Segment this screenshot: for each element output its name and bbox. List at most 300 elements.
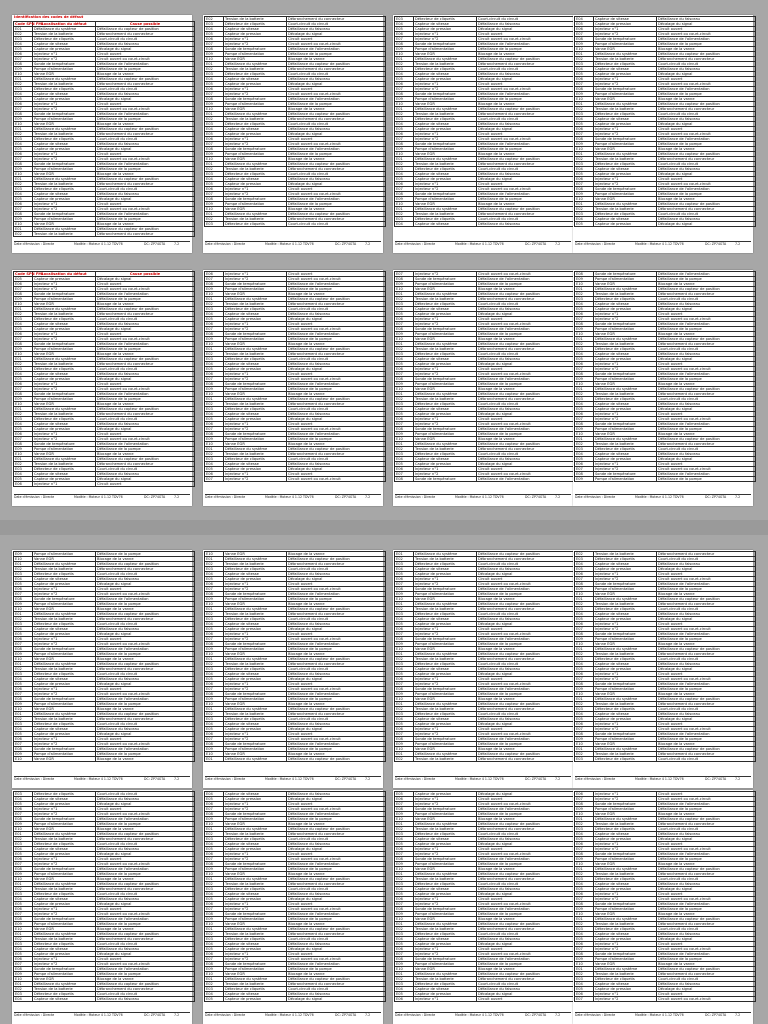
table-cell: Défaillance du faisceau xyxy=(657,612,756,617)
table-cell: E08 xyxy=(395,957,414,962)
table-cell: Défaillance de l'alimentation xyxy=(477,327,576,332)
page-footer xyxy=(395,241,571,252)
table-cell: Capteur de pression xyxy=(224,577,287,582)
document-page[interactable] xyxy=(12,550,192,788)
table-cell: Défaillance de la pompe xyxy=(96,752,195,757)
document-page[interactable] xyxy=(12,15,192,253)
table-cell: Circuit ouvert xyxy=(96,637,195,642)
table-cell: Injecteur n°2 xyxy=(224,957,287,962)
table-cell: E08 xyxy=(575,372,594,377)
table-cell: E08 xyxy=(575,37,594,42)
table-cell: Débranchement du connecteur xyxy=(287,17,386,22)
table-cell: Décalage du signal xyxy=(287,82,386,87)
table-cell: Défaillance de l'alimentation xyxy=(657,272,756,277)
table-cell: Injecteur n°2 xyxy=(33,812,96,817)
table-cell: E01 xyxy=(395,207,414,212)
table-cell: Blocage de la vanne xyxy=(96,402,195,407)
table-cell: E04 xyxy=(205,722,224,727)
table-cell: Tension de la batterie xyxy=(594,872,657,877)
table-cell: Injecteur n°1 xyxy=(224,682,287,687)
table-cell: E01 xyxy=(14,127,33,132)
table-cell: E07 xyxy=(395,732,414,737)
table-cell: Défaillance du système xyxy=(224,397,287,402)
table-cell: Défaillance de l'alimentation xyxy=(477,957,576,962)
table-cell: Capteur de vitesse xyxy=(224,992,287,997)
document-page[interactable] xyxy=(573,790,753,1024)
table-cell: Sonde de température xyxy=(224,642,287,647)
table-cell: Défaillance de l'alimentation xyxy=(477,427,576,432)
table-cell: E06 xyxy=(575,127,594,132)
table-cell: Décalage du signal xyxy=(96,852,195,857)
table-cell: E01 xyxy=(395,922,414,927)
table-cell: Défaillance de la pompe xyxy=(287,817,386,822)
table-cell: Blocage de la vanne xyxy=(287,822,386,827)
table-cell: E09 xyxy=(205,867,224,872)
table-cell: E01 xyxy=(205,877,224,882)
table-cell: E09 xyxy=(395,692,414,697)
table-cell: Tension de la batterie xyxy=(224,452,287,457)
table-cell: Décalage du signal xyxy=(96,97,195,102)
table-cell: Défaillance du faisceau xyxy=(287,312,386,317)
table-cell: Court-circuit du circuit xyxy=(477,17,576,22)
table-cell: E03 xyxy=(395,932,414,937)
table-cell: Défaillance du faisceau xyxy=(96,577,195,582)
table-cell: Débranchement du connecteur xyxy=(96,837,195,842)
table-cell: Circuit ouvert ou court-circuit xyxy=(96,742,195,747)
table-cell: Débranchement du connecteur xyxy=(96,667,195,672)
table-cell: Vanne EGR xyxy=(224,392,287,397)
table-cell: Défaillance du système xyxy=(33,612,96,617)
table-cell: Vanne EGR xyxy=(224,872,287,877)
document-page[interactable] xyxy=(393,15,573,253)
table-cell: E07 xyxy=(14,157,33,162)
table-cell: Injecteur n°1 xyxy=(33,202,96,207)
table-cell: Détecteur de cliquetis xyxy=(414,452,477,457)
table-cell: E04 xyxy=(575,932,594,937)
table-cell: Défaillance de la pompe xyxy=(477,382,576,387)
table-cell: Injecteur n°2 xyxy=(414,37,477,42)
table-cell: Tension de la batterie xyxy=(594,342,657,347)
table-cell: E09 xyxy=(205,967,224,972)
table-cell: Sonde de température xyxy=(33,292,96,297)
table-cell: Défaillance du capteur de position xyxy=(477,752,576,757)
table-cell: E09 xyxy=(395,862,414,867)
table-cell: Décalage du signal xyxy=(287,417,386,422)
table-cell: Capteur de pression xyxy=(33,732,96,737)
table-cell: E03 xyxy=(575,657,594,662)
table-cell: E07 xyxy=(205,327,224,332)
footer-right: DC: ZP74GTA xyxy=(335,1013,357,1017)
table-cell: Sonde de température xyxy=(594,272,657,277)
table-cell: E10 xyxy=(395,817,414,822)
table-cell: Capteur de pression xyxy=(414,77,477,82)
table-cell: Blocage de la vanne xyxy=(657,962,756,967)
table-cell: Détecteur de cliquetis xyxy=(224,22,287,27)
table-cell: E06 xyxy=(575,27,594,32)
table-cell: E05 xyxy=(575,617,594,622)
table-cell: Défaillance du capteur de position xyxy=(657,52,756,57)
table-cell: Défaillance du capteur de position xyxy=(96,307,195,312)
table-cell: Injecteur n°1 xyxy=(224,582,287,587)
table-cell: Pompe d'alimentation xyxy=(33,972,96,977)
table-cell: Défaillance de la pompe xyxy=(96,552,195,557)
table-cell: Sonde de température xyxy=(594,187,657,192)
table-cell: Injecteur n°1 xyxy=(414,317,477,322)
table-cell: E08 xyxy=(14,162,33,167)
table-cell: Tension de la batterie xyxy=(414,827,477,832)
table-cell: Circuit ouvert xyxy=(287,272,386,277)
table-cell: Défaillance du capteur de position xyxy=(96,982,195,987)
table-cell: E05 xyxy=(575,222,594,227)
table-cell: E03 xyxy=(14,622,33,627)
table-cell: Circuit ouvert xyxy=(657,622,756,627)
table-cell: E03 xyxy=(575,607,594,612)
table-cell: Débranchement du connecteur xyxy=(96,312,195,317)
table-cell: Débranchement du connecteur xyxy=(477,112,576,117)
table-cell: Décalage du signal xyxy=(477,842,576,847)
table-cell: E05 xyxy=(395,942,414,947)
table-cell: Injecteur n°2 xyxy=(224,377,287,382)
table-row xyxy=(14,482,195,487)
table-cell: Défaillance de l'alimentation xyxy=(657,852,756,857)
table-cell: Débranchement du connecteur xyxy=(96,32,195,37)
table-cell: E09 xyxy=(14,67,33,72)
table-cell: E06 xyxy=(205,422,224,427)
table-cell: Injecteur n°2 xyxy=(594,417,657,422)
table-cell: E07 xyxy=(14,912,33,917)
table-row xyxy=(575,477,756,482)
table-cell: Injecteur n°1 xyxy=(224,902,287,907)
table-cell: Circuit ouvert ou court-circuit xyxy=(287,427,386,432)
table-cell: Sonde de température xyxy=(224,592,287,597)
table-cell: E10 xyxy=(14,122,33,127)
table-cell: E09 xyxy=(14,752,33,757)
table-cell: Circuit ouvert ou court-circuit xyxy=(657,627,756,632)
table-cell: Vanne EGR xyxy=(414,697,477,702)
table-cell: Décalage du signal xyxy=(477,462,576,467)
table-cell: Débranchement du connecteur xyxy=(657,342,756,347)
table-cell: Capteur de pression xyxy=(224,897,287,902)
document-page[interactable] xyxy=(393,550,573,788)
page-footer xyxy=(395,494,571,505)
table-cell: Injecteur n°2 xyxy=(594,847,657,852)
table-cell: Défaillance de l'alimentation xyxy=(96,647,195,652)
table-cell: E08 xyxy=(395,192,414,197)
table-cell: Tension de la batterie xyxy=(224,302,287,307)
table-cell: Circuit ouvert ou court-circuit xyxy=(477,632,576,637)
table-cell: Court-circuit du circuit xyxy=(477,712,576,717)
table-cell: E04 xyxy=(205,462,224,467)
table-cell: E04 xyxy=(14,192,33,197)
table-cell: Défaillance de l'alimentation xyxy=(477,142,576,147)
document-page[interactable] xyxy=(12,270,192,506)
table-cell: Tension de la batterie xyxy=(33,667,96,672)
table-cell: E01 xyxy=(395,292,414,297)
table-cell: Décalage du signal xyxy=(96,47,195,52)
table-cell: Capteur de pression xyxy=(414,722,477,727)
document-page[interactable] xyxy=(203,270,383,506)
table-cell: Tension de la batterie xyxy=(594,822,657,827)
table-cell: E01 xyxy=(14,357,33,362)
table-cell: Défaillance du capteur de position xyxy=(477,702,576,707)
table-cell: E10 xyxy=(575,642,594,647)
table-cell: E08 xyxy=(395,377,414,382)
table-cell: Défaillance du faisceau xyxy=(477,122,576,127)
table-cell: Court-circuit du circuit xyxy=(287,22,386,27)
footer-right: DC: ZP74GTA xyxy=(335,777,357,781)
table-cell: E01 xyxy=(205,707,224,712)
document-page[interactable] xyxy=(573,15,753,253)
table-cell: E07 xyxy=(395,582,414,587)
table-cell: Défaillance du système xyxy=(594,697,657,702)
table-cell: E09 xyxy=(14,552,33,557)
table-cell: E01 xyxy=(575,917,594,922)
table-cell: Sonde de température xyxy=(414,857,477,862)
table-cell: E02 xyxy=(14,567,33,572)
table-cell: Capteur de pression xyxy=(414,622,477,627)
table-cell: Défaillance du capteur de position xyxy=(657,647,756,652)
table-cell: Défaillance de l'alimentation xyxy=(477,377,576,382)
table-cell: Pompe d'alimentation xyxy=(33,447,96,452)
table-cell: Défaillance du capteur de position xyxy=(287,447,386,452)
table-cell: Défaillance de la pompe xyxy=(657,807,756,812)
table-cell: Détecteur de cliquetis xyxy=(33,37,96,42)
table-cell: Pompe d'alimentation xyxy=(414,642,477,647)
table-cell: Capteur de pression xyxy=(414,312,477,317)
table-cell: E06 xyxy=(14,432,33,437)
table-cell: Débranchement du connecteur xyxy=(477,557,576,562)
table-cell: Tension de la batterie xyxy=(33,232,96,237)
table-cell: E05 xyxy=(395,792,414,797)
table-cell: Défaillance de l'alimentation xyxy=(287,147,386,152)
footer-right: DC: ZP74GTA xyxy=(705,495,727,499)
table-cell: Circuit ouvert ou court-circuit xyxy=(477,802,576,807)
table-cell: E01 xyxy=(14,457,33,462)
table-cell: Débranchement du connecteur xyxy=(477,707,576,712)
table-cell: Court-circuit du circuit xyxy=(287,122,386,127)
table-cell: Défaillance du capteur de position xyxy=(96,177,195,182)
table-cell: E09 xyxy=(575,92,594,97)
table-cell: Capteur de vitesse xyxy=(33,92,96,97)
table-cell: Débranchement du connecteur xyxy=(657,822,756,827)
table-cell: E10 xyxy=(395,437,414,442)
table-cell: Tension de la batterie xyxy=(224,662,287,667)
table-cell: E06 xyxy=(14,957,33,962)
table-cell: E06 xyxy=(205,902,224,907)
table-cell: E01 xyxy=(205,347,224,352)
table-cell: Blocage de la vanne xyxy=(477,647,576,652)
table-cell: Défaillance du système xyxy=(414,107,477,112)
footer-right: DC: ZP74GTA xyxy=(705,1013,727,1017)
table-cell: Défaillance du capteur de position xyxy=(477,442,576,447)
table-cell: Capteur de pression xyxy=(594,357,657,362)
table-cell: Défaillance du faisceau xyxy=(657,402,756,407)
table-cell: Injecteur n°1 xyxy=(414,82,477,87)
table-cell: E08 xyxy=(395,687,414,692)
table-cell: Blocage de la vanne xyxy=(287,922,386,927)
document-page[interactable] xyxy=(573,270,753,506)
table-cell: Capteur de vitesse xyxy=(414,987,477,992)
table-cell: Blocage de la vanne xyxy=(96,72,195,77)
table-cell: E06 xyxy=(395,32,414,37)
table-cell: Injecteur n°2 xyxy=(33,912,96,917)
table-cell: Court-circuit du circuit xyxy=(96,137,195,142)
table-cell: Circuit ouvert ou court-circuit xyxy=(287,637,386,642)
table-cell: Blocage de la vanne xyxy=(657,742,756,747)
table-row xyxy=(205,477,386,482)
table-cell: Pompe d'alimentation xyxy=(414,97,477,102)
table-cell: Blocage de la vanne xyxy=(96,122,195,127)
table-cell: Défaillance de l'alimentation xyxy=(657,902,756,907)
table-cell: E10 xyxy=(205,342,224,347)
table-cell: Circuit ouvert xyxy=(477,182,576,187)
table-row xyxy=(395,757,576,762)
table-cell: Défaillance du faisceau xyxy=(96,677,195,682)
table-cell: Défaillance de la pompe xyxy=(657,857,756,862)
table-cell: E09 xyxy=(395,197,414,202)
table-cell: E07 xyxy=(205,957,224,962)
table-cell: E05 xyxy=(395,77,414,82)
table-cell: E08 xyxy=(395,42,414,47)
table-cell: Défaillance de la pompe xyxy=(96,67,195,72)
table-cell: E03 xyxy=(14,417,33,422)
table-cell: Défaillance de la pompe xyxy=(96,702,195,707)
table-cell: Défaillance du capteur de position xyxy=(96,832,195,837)
table-cell: E07 xyxy=(575,82,594,87)
table-cell: Défaillance du faisceau xyxy=(657,167,756,172)
table-cell: Court-circuit du circuit xyxy=(96,367,195,372)
table-cell: E05 xyxy=(395,312,414,317)
table-cell: Défaillance de l'alimentation xyxy=(477,92,576,97)
table-cell: Défaillance du système xyxy=(414,552,477,557)
document-page[interactable] xyxy=(203,790,383,1024)
table-cell: Vanne EGR xyxy=(33,607,96,612)
table-cell: Défaillance de la pompe xyxy=(477,592,576,597)
table-cell: Défaillance du système xyxy=(33,127,96,132)
table-cell: Défaillance de la pompe xyxy=(96,397,195,402)
table-cell: Défaillance du système xyxy=(33,407,96,412)
table-cell: Défaillance du système xyxy=(594,337,657,342)
table-cell: Sonde de température xyxy=(33,62,96,67)
table-cell: E06 xyxy=(575,792,594,797)
table-cell: E10 xyxy=(395,287,414,292)
table-cell: E05 xyxy=(205,627,224,632)
table-cell: Injecteur n°1 xyxy=(33,857,96,862)
document-page[interactable] xyxy=(393,270,573,506)
table-cell: Circuit ouvert ou court-circuit xyxy=(477,187,576,192)
table-cell: Vanne EGR xyxy=(224,652,287,657)
table-cell: E04 xyxy=(395,837,414,842)
table-cell: Circuit ouvert xyxy=(657,842,756,847)
document-page[interactable] xyxy=(12,790,192,1024)
table-cell: Défaillance de l'alimentation xyxy=(657,322,756,327)
table-cell: Défaillance de l'alimentation xyxy=(657,422,756,427)
table-cell: Injecteur n°1 xyxy=(414,417,477,422)
table-cell: Capteur de pression xyxy=(594,172,657,177)
document-page[interactable] xyxy=(393,790,573,1024)
table-cell: Injecteur n°1 xyxy=(33,482,96,487)
table-cell: E09 xyxy=(575,637,594,642)
table-cell: Détecteur de cliquetis xyxy=(414,17,477,22)
footer-left: Date d'émission : Directe xyxy=(14,1013,55,1017)
footer-left: Date d'émission : Directe xyxy=(395,777,436,781)
document-page[interactable] xyxy=(203,550,383,788)
fault-code-table xyxy=(13,271,195,487)
table-cell: Défaillance du faisceau xyxy=(477,567,576,572)
table-cell: Détecteur de cliquetis xyxy=(414,932,477,937)
table-cell: E03 xyxy=(575,977,594,982)
table-cell: Vanne EGR xyxy=(33,352,96,357)
table-cell: E10 xyxy=(395,152,414,157)
table-cell: Vanne EGR xyxy=(33,452,96,457)
table-cell: Défaillance du capteur de position xyxy=(477,392,576,397)
table-cell: E01 xyxy=(14,27,33,32)
document-page[interactable] xyxy=(573,550,753,788)
table-cell: E03 xyxy=(14,942,33,947)
table-cell: E03 xyxy=(395,402,414,407)
table-cell: Vanne EGR xyxy=(594,742,657,747)
table-cell: Capteur de vitesse xyxy=(594,302,657,307)
table-cell: Vanne EGR xyxy=(33,402,96,407)
table-cell: E06 xyxy=(395,417,414,422)
table-cell: Injecteur n°2 xyxy=(224,587,287,592)
table-cell: Sonde de température xyxy=(33,697,96,702)
document-page[interactable] xyxy=(203,15,383,253)
table-cell: Vanne EGR xyxy=(33,172,96,177)
table-cell: Capteur de pression xyxy=(33,852,96,857)
table-cell: Circuit ouvert xyxy=(96,332,195,337)
table-cell: Défaillance du capteur de position xyxy=(287,977,386,982)
table-cell: Tension de la batterie xyxy=(594,922,657,927)
table-cell: Blocage de la vanne xyxy=(657,432,756,437)
table-cell: Tension de la batterie xyxy=(594,57,657,62)
table-cell: Défaillance de la pompe xyxy=(287,102,386,107)
table-cell: Pompe d'alimentation xyxy=(224,102,287,107)
table-cell: E09 xyxy=(205,102,224,107)
table-cell: E01 xyxy=(575,387,594,392)
table-cell: Détecteur de cliquetis xyxy=(414,167,477,172)
table-cell: Défaillance du système xyxy=(414,602,477,607)
table-cell: Défaillance du système xyxy=(224,347,287,352)
table-cell: Injecteur n°2 xyxy=(33,437,96,442)
footer-right: DC: ZP74GTA xyxy=(525,242,547,246)
table-cell: Défaillance du faisceau xyxy=(477,222,576,227)
table-cell: Blocage de la vanne xyxy=(657,912,756,917)
table-row xyxy=(14,232,195,237)
table-cell: E06 xyxy=(14,102,33,107)
table-cell: Circuit ouvert xyxy=(287,372,386,377)
table-cell: E03 xyxy=(14,572,33,577)
table-cell: Défaillance du capteur de position xyxy=(96,662,195,667)
table-cell: Défaillance de la pompe xyxy=(287,967,386,972)
table-cell: E05 xyxy=(395,992,414,997)
table-cell: Détecteur de cliquetis xyxy=(33,467,96,472)
table-cell: Pompe d'alimentation xyxy=(414,692,477,697)
table-cell: E02 xyxy=(205,832,224,837)
table-cell: Pompe d'alimentation xyxy=(33,117,96,122)
table-cell: Défaillance de l'alimentation xyxy=(657,137,756,142)
table-cell: Vanne EGR xyxy=(594,282,657,287)
table-cell: Défaillance de la pompe xyxy=(96,922,195,927)
table-cell: E04 xyxy=(205,572,224,577)
table-cell: Injecteur n°1 xyxy=(414,132,477,137)
table-cell: Défaillance du système xyxy=(594,287,657,292)
table-cell: E08 xyxy=(395,142,414,147)
table-cell: Défaillance du faisceau xyxy=(287,77,386,82)
table-cell: Circuit ouvert ou court-circuit xyxy=(96,157,195,162)
table-cell: Capteur de vitesse xyxy=(33,947,96,952)
table-cell: E02 xyxy=(205,712,224,717)
